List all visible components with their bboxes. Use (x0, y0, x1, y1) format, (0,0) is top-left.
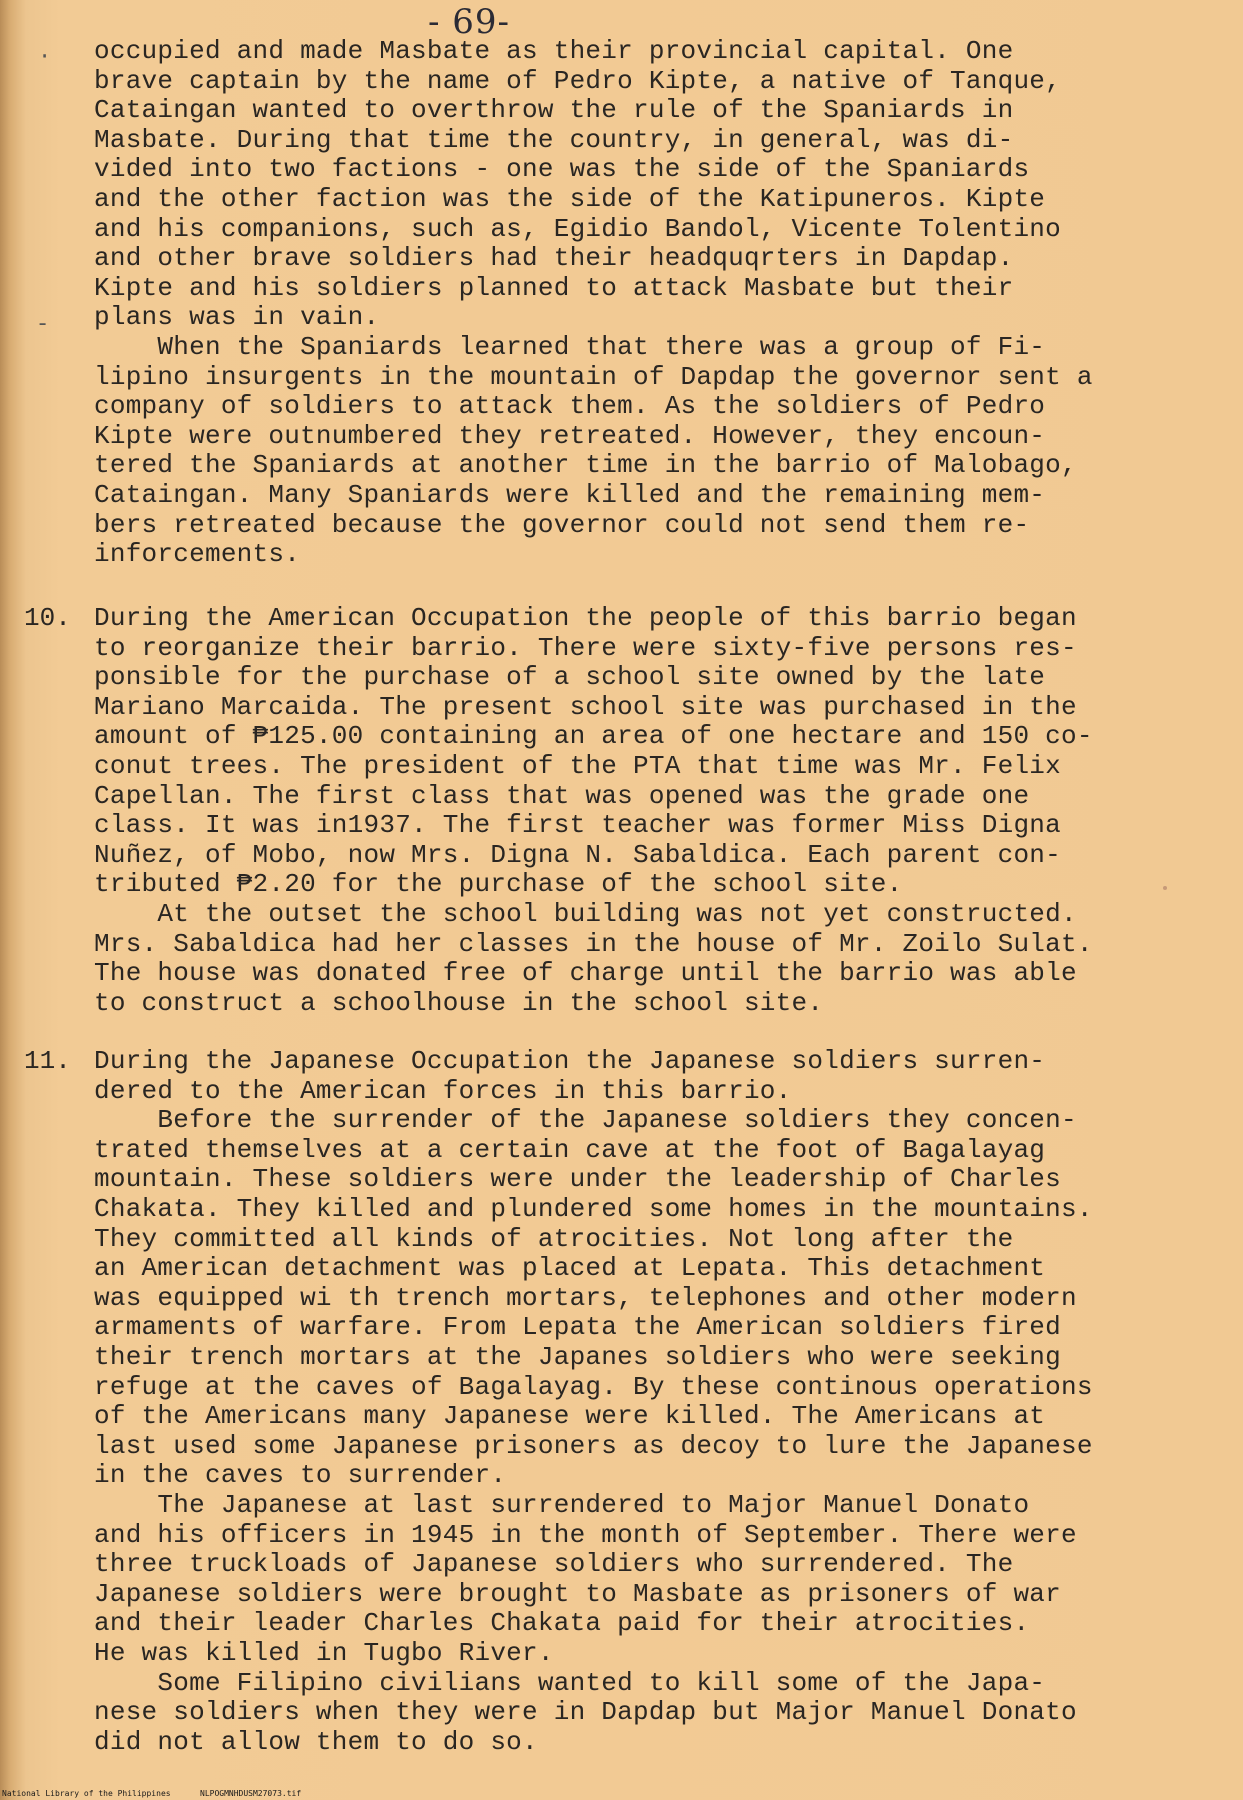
margin-mark: · (38, 44, 52, 69)
text-line: conut trees. The president of the PTA that time was Mr. Felix (94, 751, 1062, 781)
text-line: plans was in vain. (94, 302, 380, 333)
text-line: The Japanese at last surrendered to Major Manuel Donato (94, 1490, 1030, 1520)
text-line: armaments of warfare. From Lepata the American soldiers fired (94, 1312, 1062, 1343)
text-line: Cataingan wanted to overthrow the rule of the Spaniards in (94, 95, 1014, 126)
text-line: tered the Spaniards at another time in the barrio of Malobago, (94, 450, 1077, 481)
text-line: last used some Japanese prisoners as decoy to lure the Japanese (94, 1430, 1093, 1461)
text-line: in the caves to surrender. (94, 1460, 507, 1491)
text-line: Chakata. They killed and plundered some homes in the mountains. (94, 1194, 1093, 1224)
text-line: They committed all kinds of atrocities. Not long after the (94, 1223, 1014, 1254)
text-line: and other brave soldiers had their headquqrters in Dapdap. (94, 243, 1014, 274)
text-line: mountain. These soldiers were under the leadership of Charles (94, 1164, 1062, 1195)
text-line: trated themselves at a certain cave at the foot of Bagalayag (94, 1134, 1046, 1165)
text-line: At the outset the school building was not yet constructed. (94, 899, 1077, 929)
text-line: During the Japanese Occupation the Japanese soldiers surren- (94, 1046, 1046, 1076)
text-line: dered to the American forces in this barrio. (94, 1075, 792, 1106)
text-line: When the Spaniards learned that there was a group of Fi- (94, 332, 1046, 362)
text-line: to reorganize their barrio. There were sixty-five persons res- (94, 632, 1077, 663)
text-line: Cataingan. Many Spaniards were killed and the remaining mem- (94, 480, 1046, 510)
footer-library: National Library of the Philippines (2, 1789, 171, 1798)
text-line: Before the surrender of the Japanese soldiers they concen- (94, 1105, 1077, 1136)
text-line: did not allow them to do so. (94, 1726, 538, 1757)
text-line: Masbate. During that time the country, in general, was di- (94, 124, 1014, 155)
text-line: Nuñez, of Mobo, now Mrs. Digna N. Sabaldica. Each parent con- (94, 839, 1062, 870)
text-line: During the American Occupation the people of this barrio began (94, 603, 1077, 633)
text-line: brave captain by the name of Pedro Kipte, a native of Tanque, (94, 65, 1062, 96)
text-line: The house was donated free of charge until the barrio was able (94, 958, 1077, 989)
item-number-11: 11. (24, 1046, 71, 1076)
text-line: inforcements. (94, 539, 301, 570)
text-line: company of soldiers to attack them. As the soldiers of Pedro (94, 391, 1046, 422)
text-line: bers retreated because the governor could not send them re- (94, 509, 1030, 540)
text-line: of the Americans many Japanese were killed. The Americans at (94, 1401, 1046, 1432)
page-number: - 69- (428, 2, 511, 42)
text-line: ponsible for the purchase of a school site owned by the late (94, 662, 1046, 693)
text-line: their trench mortars at the Japanes soldiers who were seeking (94, 1342, 1062, 1372)
text-line: an American detachment was placed at Lepata. This detachment (94, 1253, 1046, 1284)
text-line: occupied and made Masbate as their provincial capital. One (94, 36, 1014, 66)
text-line: class. It was in1937. The first teacher was former Miss Digna (94, 810, 1062, 841)
item-number-10: 10. (24, 603, 71, 633)
text-line: and his companions, such as, Egidio Bandol, Vicente Tolentino (94, 213, 1062, 244)
text-line: Mariano Marcaida. The present school site was purchased in the (94, 691, 1077, 722)
text-line: tributed ₱2.20 for the purchase of the school site. (94, 869, 903, 900)
footer-filename: NLPOGMNHDUSM27073.tif (200, 1789, 302, 1798)
text-line: Kipte were outnumbered they retreated. However, they encoun- (94, 420, 1046, 451)
text-line: Kipte and his soldiers planned to attack Masbate but their (94, 272, 1014, 303)
text-line: Mrs. Sabaldica had her classes in the house of Mr. Zoilo Sulat. (94, 928, 1093, 959)
text-line: was equipped wi th trench mortars, telephones and other modern (94, 1282, 1077, 1313)
margin-dash: - (36, 312, 50, 337)
text-line: vided into two factions - one was the side of the Spaniards (94, 154, 1030, 185)
text-line: Some Filipino civilians wanted to kill some of the Japa- (94, 1667, 1046, 1698)
text-line: lipino insurgents in the mountain of Dapdap the governor sent a (94, 361, 1093, 392)
text-line: Japanese soldiers were brought to Masbate as prisoners of war (94, 1578, 1062, 1609)
text-line: and the other faction was the side of the Katipuneros. Kipte (94, 184, 1046, 214)
speck (1163, 886, 1167, 890)
text-line: three truckloads of Japanese soldiers who surrendered. The (94, 1549, 1014, 1580)
text-line: to construct a schoolhouse in the school site. (94, 987, 824, 1018)
text-line: amount of ₱125.00 containing an area of one hectare and 150 co- (94, 721, 1093, 752)
text-line: He was killed in Tugbo River. (94, 1638, 554, 1668)
text-line: refuge at the caves of Bagalayag. By these continous operations (94, 1371, 1093, 1402)
text-line: Capellan. The first class that was opened was the grade one (94, 780, 1030, 811)
text-line: nese soldiers when they were in Dapdap but Major Manuel Donato (94, 1697, 1077, 1728)
text-line: and his officers in 1945 in the month of September. There were (94, 1519, 1077, 1550)
text-line: and their leader Charles Chakata paid for their atrocities. (94, 1608, 1030, 1639)
